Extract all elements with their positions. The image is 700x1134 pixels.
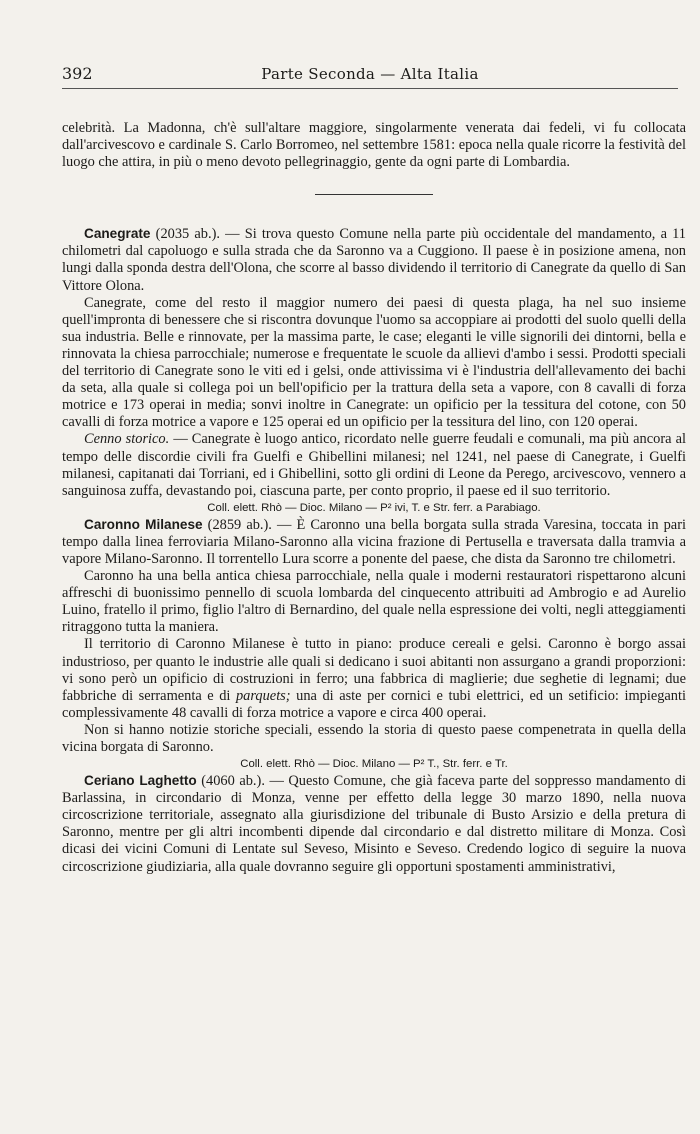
caronno-p3-start: Il territorio di Caronno Milanese è tutto in piano: produce cereali e gelsi. Caronno è borgo assai industrioso, per quanto le industrie alle quali si dedicano i suoi abitanti non assurgano a grandi proporzioni: vi sono però un opificio di costruzioni in ferro; una fabbrica di maglierie; due seghetie di legnami; due fabbriche di serramenta e di bbox=[62, 636, 686, 704]
canegrate-paragraph-2: Canegrate, come del resto il maggior numero dei paesi di questa plaga, ha nel suo insieme quell'impronta di benessere che si riscontra dovunque l'uomo sa accoppiare ai prodotti del suolo quelli della sua industria. Belle e rinnovate, per la massima parte, le case; eleganti le ville signorili dei dintorni, bella e rinnovata la chiesa parrocchiale; numerose e frequentate le scuole da allievi d'ambo i sessi. Prodotti speciali del territorio di Canegrate sono le viti ed i gelsi, onde attivissima vi è l'industria dell'allevamento dei bachi da seta, alla quale si collega poi un bell'opificio per la trattura della seta a vapore, con 8 cavalli di forza motrice e 173 operai in media; sonvi inoltre in Canegrate: un opificio per la tessitura del cotone, con 50 cavalli di forza motrice a vapore e 125 operai ed un opificio per la tessitura del lino, con 120 operai. bbox=[62, 294, 686, 431]
page-body bbox=[62, 120, 686, 876]
ceriano-heading: Ceriano Laghetto bbox=[84, 773, 197, 789]
canegrate-history-text: — Canegrate è luogo antico, ricordato nelle guerre feudali e comunali, ma più ancora al tempo delle discordie civili fra Guelfi e Ghibellini milanesi; nel 1241, nel paese di Canegrate, i Guelfi milanesi, capitanati dai Torriani, ed i Ghibellini, sotto gli ordini di Leone da Perego, arcivescovo, vennero a sanguinosa zuffa, devastando poi, ciascuna parte, per conto proprio, il paese ed il suo territorio. bbox=[62, 431, 686, 499]
page-number: 392 bbox=[62, 64, 93, 83]
canegrate-history-label: Cenno storico. bbox=[84, 431, 170, 448]
canegrate-heading: Canegrate bbox=[84, 226, 151, 242]
caronno-p3-italic: parquets; bbox=[235, 687, 291, 704]
ceriano-lead-text: (4060 ab.). — Questo Comune, che già faceva parte del soppresso mandamento di Barlassina, in circondario di Monza, venne per effetto della legge 30 marzo 1890, nella nuova circoscrizione territoriale, assegnato alla giurisdizione del tribunale di Busto Arsizio e della pretura di Saronno, mentre per gli altri incombenti dipende dal circondario e dal distretto militare di Monza. Così dicasi dei vicini Comuni di Lentate sul Seveso, Misinto e Seveso. Credendo logico di seguire la nuova circoscrizione giudiziaria, alla quale dovranno seguire gli opportuni spostamenti amministrativi, bbox=[62, 773, 686, 875]
caronno-paragraph-2: Caronno ha una bella antica chiesa parrocchiale, nella quale i moderni restauratori rispettarono alcuni affreschi di buonissimo pennello di scuola lombarda del cinquecento attribuiti ad Ambrogio e ad Aurelio Luino, fratello il primo, figlio l'altro di Bernardino, del quale nella espressione dei volti, negli atteggiamenti ritraggono tutta la maniera. bbox=[62, 568, 686, 636]
canegrate-entry bbox=[62, 225, 686, 294]
caronno-paragraph-3 bbox=[62, 636, 686, 721]
caronno-lead-text: (2859 ab.). — È Caronno una bella borgata sulla strada Varesina, toccata in pari tempo dalla linea ferroviaria Milano-Saronno alla vicina frazione di Pertusella e traversata dalla tramvia a vapore Milano-Saronno. Il torrentello Lura scorre a ponente del paese, che dista da Saronno tre chilometri. bbox=[62, 516, 686, 567]
caronno-footnote: Coll. elett. Rhò — Dioc. Milano — P² T., Str. ferr. e Tr. bbox=[240, 758, 508, 771]
ceriano-entry bbox=[62, 772, 686, 876]
canegrate-footnote: Coll. elett. Rhò — Dioc. Milano — P² ivi, T. e Str. ferr. a Parabiago. bbox=[207, 501, 541, 514]
caronno-entry bbox=[62, 516, 686, 568]
page-header bbox=[62, 64, 678, 89]
canegrate-history bbox=[62, 431, 686, 499]
intro-paragraph: celebrità. La Madonna, ch'è sull'altare maggiore, singolarmente venerata dai fedeli, vi fu collocata dall'arcivescovo e cardinale S. Carlo Borromeo, nel settembre 1581: epoca nella quale ricorre la festività del luogo che attira, in più o meno devoto pellegrinaggio, gente da ogni parte di Lombardia. bbox=[62, 120, 686, 171]
section-separator bbox=[315, 194, 433, 195]
caronno-paragraph-4: Non si hanno notizie storiche speciali, essendo la storia di questo paese compenetrata in quella della vicina borgata di Saronno. bbox=[62, 721, 686, 755]
running-title: Parte Seconda — Alta Italia bbox=[261, 65, 479, 83]
canegrate-lead-text: (2035 ab.). — Si trova questo Comune nella parte più occidentale del mandamento, a 11 chilometri dal capoluogo e sulla strada che da Saronno va a Cuggiono. Il paese è in posizione amena, non lungi dalla sponda destra dell'Olona, che scorre al basso dividendo il territorio di Canegrate da quello di San Vittore Olona. bbox=[62, 226, 686, 294]
caronno-p3-end: una di aste per cornici e tubi elettrici, ed un setificio: impieganti complessivamente 48 cavalli di forza motrice a vapore e circa 400 operai. bbox=[62, 687, 686, 721]
caronno-heading: Caronno Milanese bbox=[84, 516, 203, 532]
